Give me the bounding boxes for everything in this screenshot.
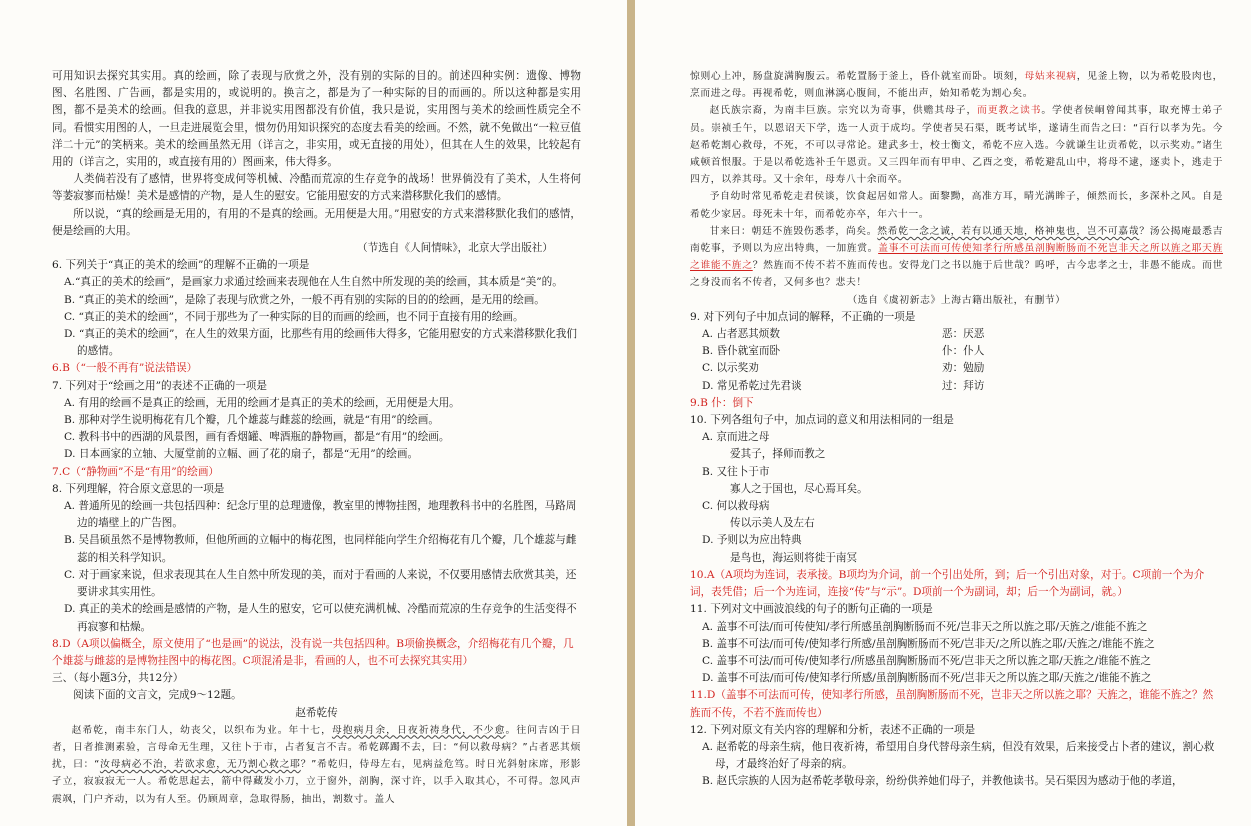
question-10-option-pair: 寡人之于国也，尽心焉耳矣。: [730, 482, 868, 495]
section-3-heading: 三、（每小题3分，共12分）: [52, 672, 184, 685]
question-6-option: C. “真正的美术的绘画”，不同于那些为了一种实际的目的而画的绘画，也不同于直接有用的绘画。: [64, 310, 524, 323]
classical-text-segment: 甘来曰：朝廷不旌毁伤悉孝，尚矣。: [709, 225, 878, 237]
intro-paragraph: 可用知识去探究其实用。真的绘画，除了表现与欣赏之外，没有别的实际的目的。前述四种实例：遗像、博物图、名胜图、广告画，都是实用的，或说明的。换言之，都是为了一种实际的目的而画的。所以这种都是实用图，都不是美术的绘画。但我的意思，并非说实用图都没有价值，我只是说，实用图与美术的绘画性质完全不同。看惯实用图的人，一旦走进展览会里，惯勿仍用知识探究的态度去看美的绘画。不然，就不免做出“一粒豆值洋二十元”的笑柄来。美术的绘画虽然无用（详言之，非实用，或无直接的用处），但其在人生的效果，比较起有用的（详言之，实用的，或直接有用的）图画来，伟大得多。: [52, 70, 581, 169]
question-10-option: B. 又往卜于市: [702, 465, 770, 478]
question-9-option: [702, 343, 1223, 360]
question-7-stem: 7. 下列对于“绘画之用”的表述不正确的一项是: [52, 379, 267, 392]
question-11-option: D. 盖事不可法/而可传/使知孝行所感/虽剖胸断肠而不死/岂非天之所以旌之耶/天旌之/谁能不旌之: [702, 672, 1152, 685]
classical-text-segment: ，见釜上物，以为希乾股肉也，烹而进之母。再视希乾，则血淋漓心腹间，不能出声，始知希乾为割心矣。: [690, 71, 1224, 100]
passage-source: （选自《虞初新志》上海古籍出版社，有删节）: [847, 294, 1066, 306]
classical-text-body: [690, 223, 1223, 292]
question-7-option: C. 教科书中的西湖的风景图，画有香烟罐、啤酒瓶的静物画，都是“有用”的绘画。: [64, 431, 450, 444]
question-6-option: D. “真正的美术的绘画”，在人生的效果方面，比那些有用的绘画伟大得多，它能用慰安的方式来潜移默化我们的感情。: [64, 328, 577, 358]
classical-text-body: [52, 722, 581, 808]
classical-text-segment: 。往问吉凶于日者，日者推测素验，言母命无生理，又往卜于市，占者复言不吉。希乾踯躅不去，曰：“何以救母病？”占者恶其烦扰，曰：“: [52, 724, 581, 771]
question-6-option: B. “真正的美术的绘画”，是除了表现与欣赏之外，一般不再有别的实际的目的的绘画，是无用的绘画。: [64, 293, 545, 306]
classical-text-body: [690, 102, 1223, 188]
option-gloss: 劝：勉励: [942, 362, 985, 375]
question-6-stem: 6. 下列关于“真正的美术的绘画”的理解不正确的一项是: [52, 259, 310, 272]
question-8-option: A. 普通所见的绘画一共包括四种：纪念厅里的总理遗像，教室里的博物挂图，地理教科书中的名胜图，马路周边的墙壁上的广告图。: [64, 500, 577, 530]
question-11-stem: 11. 下列对文中画波浪线的句子的断句正确的一项是: [690, 603, 933, 616]
question-6-answer: 6.B（“一般不再有”说法错误）: [52, 362, 198, 375]
question-7-option: B. 那种对学生说明梅花有几个瓣，几个雄蕊与雌蕊的绘画，就是“有用”的绘画。: [64, 414, 439, 427]
question-12-option: B. 赵氏宗族的人因为赵希乾孝敬母亲，纷纷供养她们母子，并教他读书。吴石渠因为感动于他的孝道，: [702, 775, 1183, 788]
question-11-option: C. 盖事不可法/而可传/使知孝行/所感虽剖胸断肠而不死/岂非天之所以旌之耶/天旌之/谁能不旌之: [702, 654, 1152, 667]
option-sentence: C. 以示奖劝: [702, 362, 759, 375]
red-highlight-phrase: 母姑来视病: [1024, 71, 1077, 82]
classical-text-segment: 赵希乾，南丰东门人，幼丧父，以织布为业。年十七，: [71, 724, 332, 736]
right-content: [690, 68, 1223, 791]
question-10-option-pair: 爱其子，择师而教之: [730, 448, 826, 461]
wavy-underlined-sentence: 汝母病必不治，若欲求愈，无乃割心救之耶: [99, 759, 301, 771]
question-11-option: B. 盖事不可法/而可传/使知孝行所感/虽剖胸断肠而不死/岂非天/之所以旌之耶/天旌之/谁能不旌之: [702, 637, 1155, 650]
wavy-underlined-sentence: 母抱病月余，日夜祈祷身代，不少愈: [331, 724, 506, 736]
question-8-stem: 8. 下列理解，符合原文意思的一项是: [52, 482, 225, 495]
option-gloss: 仆：仆人: [942, 345, 985, 358]
question-9-answer: 9.B 仆：倒下: [690, 396, 754, 409]
option-gloss: 过：拜访: [942, 379, 985, 392]
intro-paragraph: 人类倘若没有了感情，世界将变成何等机械、冷酷而荒凉的生存竞争的战场！世界倘没有了美术，人生将何等萎寂寥而枯燥！美术是感情的产物，是人生的慰安。它能用慰安的方式来潜移默化我们的感情。: [52, 173, 581, 203]
question-11-option: A. 盖事不可法/而可传使知/孝行所感虽剖胸断肠而不死/岂非天之所以旌之耶/天旌之/谁能不旌之: [702, 620, 1148, 633]
question-10-option: D. 予则以为应出特典: [702, 534, 802, 547]
passage-source: （节选自《人间情味》，北京大学出版社）: [357, 242, 553, 255]
page-right: [635, 0, 1251, 826]
classical-text-body: [690, 68, 1223, 102]
question-10-option-pair: 传以示美人及左右: [730, 517, 815, 530]
classical-text-segment: 。学使者侯峒曾闻其事，取充博士弟子员。崇祯壬午，以恩诏天下学，选一人贡于成均。学使者吴石渠，既考试毕，遂请生而告之曰：“百行以孝为先。今赵希乾割心救母，不死，不可以寻常论。建武多士，校士衡文，希乾不应入选。今就谦生让贡希乾，以示奖劝。”诸生咸顿首恨服。于是以希乾选补壬午恩贡。又三四年而有甲申、乙酉之变，希乾避乱山中，将母不逮，逐卖卜，逃走于四方，以养其母。又十余年，母寿八十余而卒。: [690, 105, 1224, 186]
question-7-answer: 7.C（“静物画”不是“有用”的绘画）: [52, 465, 220, 478]
option-gloss: 恶：厌恶: [942, 328, 985, 341]
question-6-option: A.“真正的美术的绘画”，是画家力求通过绘画来表现他在人生自然中所发现的美的绘画，其本质是“美”的。: [64, 276, 563, 289]
question-7-option: D. 日本画家的立轴、大厦堂前的立幅、画了花的扇子，都是“无用”的绘画。: [64, 448, 419, 461]
question-9-option: [702, 326, 1223, 343]
question-8-option: B. 吴昌硕虽然不是博物教师，但他所画的立幅中的梅花图，也同样能向学生介绍梅花有几个瓣，几个雄蕊与雌蕊的相关科学知识。: [64, 534, 577, 564]
question-10-answer: 10.A（A项均为连词，表承接。B项均为介词，前一个引出处所，到；后一个引出对象，对于。C项前一个为介词，表凭借；后一个为连词，连接“传”与“示”。D项前一个为副词，却；后一个为副词，就。）: [690, 568, 1205, 599]
question-9-option: [702, 378, 1223, 395]
page-gutter: [627, 0, 635, 826]
question-10-stem: 10. 下列各组句子中，加点词的意义和用法相同的一组是: [690, 414, 954, 427]
question-8-option: C. 对于画家来说，但求表现其在人生自然中所发现的美，而对于看画的人来说，不仅要用感情去欣赏其美，还要讲求其实用性。: [64, 568, 577, 599]
question-8-answer: 8.D（A项以偏概全，原文使用了“也是画”的说法，没有说一共包括四种。B项偷换概念，介绍梅花有几个瓣，几个雄蕊与雌蕊的是博物挂图中的梅花图。C项混淆是非，看画的人，也不可去探究其实用）: [52, 637, 574, 667]
section-3-instruction: 阅读下面的文言文，完成9～12题。: [73, 689, 242, 702]
intro-paragraph: 所以说，“真的绘画是无用的，有用的不是真的绘画。无用便是大用。”用慰安的方式来潜移默化我们的感情，便是绘画的大用。: [52, 207, 581, 237]
classical-text-title: 赵希乾传: [295, 706, 338, 719]
question-12-stem: 12. 下列对原文有关内容的理解和分析，表述不正确的一项是: [690, 723, 976, 736]
question-9-stem: 9. 对下列句子中加点词的解释，不正确的一项是: [690, 310, 916, 323]
question-10-option: A. 京而进之母: [702, 431, 770, 444]
red-highlight-phrase: 而更教之读书: [977, 105, 1042, 117]
question-12-option: A. 赵希乾的母亲生病，他日夜祈祷，希望用自身代替母亲生病，但没有效果，后来接受占卜者的建议，割心救母，才最终治好了母亲的病。: [702, 740, 1215, 771]
wavy-underlined-sentence: 然希乾一念之诚，若有以通天地，格神鬼也，岂不可嘉哉: [877, 225, 1140, 237]
option-sentence: B. 昏仆就室而卧: [702, 345, 781, 358]
option-sentence: A. 占者恶其烦数: [702, 328, 780, 341]
option-sentence: D. 常见希乾过先君谈: [702, 379, 802, 392]
classical-text-body: 予自幼时常见希乾走君侯谈，饮食起居如常人。面黎黝，高准方耳，晴光满眸子，倾然而长，多深朴之风。自是希乾少家居。母死未十年，而希乾亦卒，年六十一。: [690, 191, 1223, 220]
question-10-option-pair: 是鸟也，海运则将徙于南冥: [730, 551, 858, 564]
question-9-option: [702, 360, 1223, 377]
question-7-option: A. 有用的绘画不是真正的绘画，无用的绘画才是真正的美术的绘画，无用便是大用。: [64, 396, 460, 409]
question-11-answer: 11.D（盖事不可法而可传，使知孝行所感，虽剖胸断肠而不死，岂非天之所以旌之耶？天旌之，谁能不旌之？然旌而不传，不若不旌而传也）: [690, 689, 1214, 719]
question-10-option: C. 何以救母病: [702, 500, 770, 513]
question-8-option: D. 真正的美术的绘画是感情的产物，是人生的慰安，它可以使充满机械、冷酷而荒凉的生存竞争的生活变得不再寂寥和枯燥。: [64, 603, 577, 633]
classical-text-segment: 赵氏族宗裔，为南丰巨族。宗究以为奇事，供赡其母子，: [709, 105, 978, 117]
left-content: [52, 68, 581, 808]
classical-text-segment: 惊则心上冲，肠盘旋满胸腹云。希乾置肠于釜上，昏仆就室而卧。顷刻，: [690, 71, 1025, 82]
red-underlined-sentence: 盖事不可法而可传使知孝行所感虽剖胸断肠而不死岂非天之所以旌之耶天旌之谁能不旌之: [690, 243, 1223, 272]
classical-text-segment: ？”希乾归，侍母左右，见病益危笃。时日光斜射床席，形影孑立，寂寂寂无一人。希乾思起去，箭中得藏发小刀，立于窗外，剖胸，深寸许，以手入取其心，不可得。忽风声震飒，门户齐动，以为有人至。仍顾周章，急取得肠，抽出，割数寸。盖人: [52, 759, 582, 805]
classical-text-segment: ？汤公揭庵最悉吉南乾事，予则以为应出特典，一加旌赏。: [690, 225, 1223, 255]
classical-text-segment: ？然旌而不传不若不旌而传也。安得龙门之书以施于后世哉？呜呼，古今忠孝之士，非愚不能成。而世之身没而名不传者，又何多也？悲夫！: [690, 260, 1223, 289]
